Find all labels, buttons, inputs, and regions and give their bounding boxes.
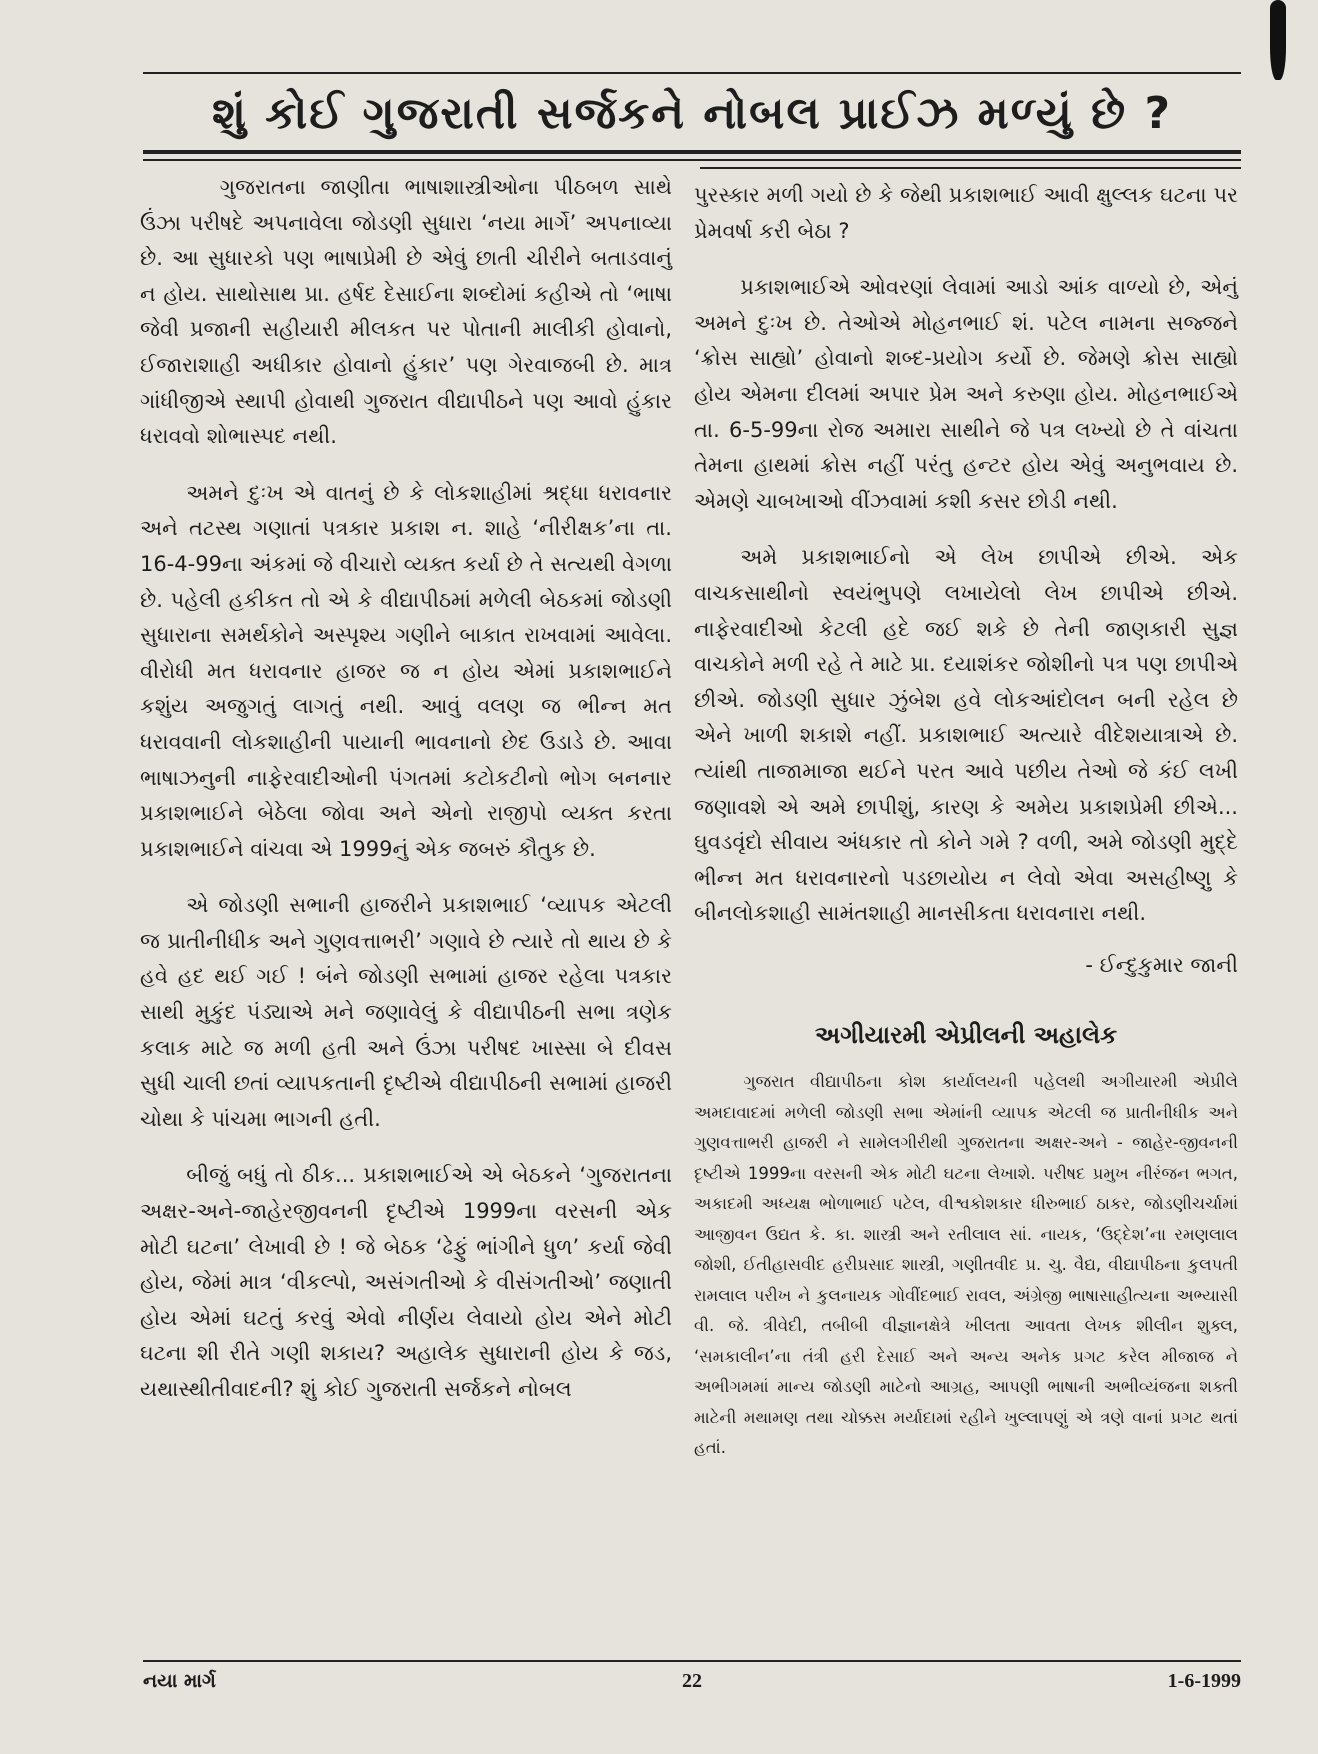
top-rule [143,72,1241,74]
right-paragraph-1: પુરસ્કાર મળી ગયો છે કે જેથી પ્રકાશભાઈ આવી ક્ષુલ્લક ઘટના પર પ્રેમવર્ષા કરી બેઠા ? [694,183,1238,243]
headline: શું કોઈ ગુજરાતી સર્જકને નોબલ પ્રાઈઝ મળ્યું છે ? [212,88,1172,139]
right-column [694,178,1238,1464]
left-paragraph-1: ગુજરાતના જાણીતા ભાષાશાસ્ત્રીઓના પીઠબળ સાથે ઉંઝા પરીષદે અપનાવેલા જોડણી સુધારા ‘નયા માર્ગે’ અપનાવ્યા છે. આ સુધારકો પણ ભાષાપ્રેમી છે એવું છાતી ચીરીને બતાડવાનું ન હોય. સાથોસાથ પ્રા. હર્ષદ દેસાઈના શબ્દોમાં કહીએ તો ‘ભાષા જેવી પ્રજાની સહીયારી મીલકત પર પોતાની માલીકી હોવાનો, ઈજારાશાહી અધીકાર હોવાનો હુંકાર’ પણ ગેરવાજબી છે. માત્ર ગાંધીજીએ સ્થાપી હોવાથી ગુજરાત વીદ્યાપીઠને પણ આવો હુંકાર ધરાવવો શોભાસ્પદ નથી. [140,175,672,449]
left-paragraph-4: બીજું બધું તો ઠીક... પ્રકાશભાઈએ એ બેઠકને ‘ગુજરાતના અક્ષર-અને-જાહેરજીવનની દૃષ્ટીએ 1999ના વરસની એક મોટી ઘટના’ લેખાવી છે ! જે બેઠક ‘ઢેફું ભાંગીને ધુળ’ કર્યા જેવી હોય, જેમાં માત્ર ‘વીકલ્પો, અસંગતીઓ કે વીસંગતીઓ’ જણાતી હોય એમાં ઘટતું કરવું એવો નીર્ણય લેવાયો હોય એને મોટી ઘટના શી રીતે ગણી શકાય? અહાલેક સુધારાની હોય કે જડ, યથાસ્થીતીવાદની? શું કોઈ ગુજરાતી સર્જકને નોબલ [140,1163,672,1401]
issue-date: 1-6-1999 [1167,1670,1241,1692]
author-signature: - ઈન્દુકુમાર જાની [1085,952,1238,977]
binder-mark [1270,0,1286,80]
left-column [140,170,672,1408]
page-number: 22 [682,1670,702,1692]
box-paragraph: ગુજરાત વીદ્યાપીઠના કોશ કાર્યાલયની પહેલથી અગીયારમી એપ્રીલે અમદાવાદમાં મળેલી જોડણી સભા એમાંની વ્યાપક એટલી જ પ્રાતીનીધીક અને ગુણવત્તાભરી હાજરી ને સામેલગીરીથી ગુજરાતના અક્ષર-અને - જાહેર-જીવનની દૃષ્ટીએ 1999ના વરસની એક મોટી ઘટના લેખાશે. પરીષદ પ્રમુખ નીરંજન ભગત, અકાદમી અધ્યક્ષ ભોળાભાઈ પટેલ, વીશ્વકોશકાર ધીરુભાઈ ઠાકર, જોડણીચર્ચામાં આજીવન ઉદ્યત કે. કા. શાસ્ત્રી અને રતીલાલ સાં. નાયક, ‘ઉદ્દેશ’ના રમણલાલ જોશી, ઈતીહાસવીદ હરીપ્રસાદ શાસ્ત્રી, ગણીતવીદ પ્ર. ચુ. વૈદ્ય, વીદ્યાપીઠના કુલપતી રામલાલ પરીખ ને કુલનાયક ગોવીંદભાઈ રાવલ, અંગ્રેજી ભાષાસાહીત્યના અભ્યાસી વી. જે. ત્રીવેદી, તબીબી વીજ્ઞાનક્ષેત્રે ખીલતા આવતા લેખક શીલીન શુક્લ, ‘સમકાલીન’ના તંત્રી હરી દેસાઈ અને અન્ય અનેક પ્રગટ કરેલ મીજાજ ને અભીગમમાં માન્ય જોડણી માટેનો આગ્રહ, આપણી ભાષાની અભીવ્યંજના શક્તી માટેની મથામણ તથા ચોક્કસ મર્યાદામાં રહીને ખુલ્લાપણું એ ત્રણે વાનાં પ્રગટ થતાં હતાં. [694,1072,1238,1458]
headline-rule-thin [143,159,1241,161]
box-title: અગીયારમી એપ્રીલની અહાલેક [814,1021,1118,1050]
right-paragraph-3: અમે પ્રકાશભાઈનો એ લેખ છાપીએ છીએ. એક વાચકસાથીનો સ્વયંભુપણે લખાયેલો લેખ છાપીએ છીએ. નાફેરવાદીઓ કેટલી હદે જઈ શકે છે તેની જાણકારી સુજ્ઞ વાચકોને મળી રહે તે માટે પ્રા. દયાશંકર જોશીનો પત્ર પણ છાપીએ છીએ. જોડણી સુધાર ઝુંબેશ હવે લોકઆંદોલન બની રહેલ છે એને ખાળી શકાશે નહીં. પ્રકાશભાઈ અત્યારે વીદેશયાત્રાએ છે. ત્યાંથી તાજામાજા થઈને પરત આવે પછીય તેઓ જે કંઈ લખી જણાવશે એ અમે છાપીશું, કારણ કે અમેય પ્રકાશપ્રેમી છીએ... ઘુવડવૃંદો સીવાય અંધકાર તો કોને ગમે ? વળી, અમે જોડણી મુદ્દે ભીન્ન મત ધરાવનારનો પડછાયોય ન લેવો એવા અસહીષ્ણુ કે બીનલોકશાહી સામંતશાહી માનસીકતા ધરાવનારા નથી. [694,545,1238,926]
left-paragraph-2: અમને દુઃખ એ વાતનું છે કે લોકશાહીમાં શ્રદ્ધા ધરાવનાર અને તટસ્થ ગણાતાં પત્રકાર પ્રકાશ ન. શાહે ‘નીરીક્ષક’ના તા. 16-4-99ના અંકમાં જે વીચારો વ્યક્ત કર્યા છે તે સત્યથી વેગળા છે. પહેલી હકીકત તો એ કે વીદ્યાપીઠમાં મળેલી બેઠકમાં જોડણી સુધારાના સમર્થકોને અસ્પૃશ્ય ગણીને બાકાત રાખવામાં આવેલા. વીરોધી મત ધરાવનાર હાજર જ ન હોય એમાં પ્રકાશભાઈને કશુંય અજુગતું લાગતું નથી. આવું વલણ જ ભીન્ન મત ધરાવવાની લોકશાહીની પાયાની ભાવનાનો છેદ ઉડાડે છે. આવા ભાષાઝનુની નાફેરવાદીઓની પંગતમાં કટોકટીનો ભોગ બનનાર પ્રકાશભાઈને બેઠેલા જોવા અને એનો રાજીપો વ્યક્ત કરતા પ્રકાશભાઈને વાંચવા એ 1999નું એક જબરું કૌતુક છે. [140,480,672,861]
right-column-rule [700,167,1241,169]
footer-rule [143,1660,1241,1662]
box-article [694,1067,1238,1464]
right-paragraph-2: પ્રકાશભાઈએ ઓવરણાં લેવામાં આડો આંક વાળ્યો છે, એનું અમને દુઃખ છે. તેઓએ મોહનભાઈ શં. પટેલ નામના સજ્જને ‘ક્રોસ સાહ્યો’ હોવાનો શબ્દ-પ્રયોગ કર્યો છે. જેમણે ક્રોસ સાહ્યો હોય એમના દીલમાં અપાર પ્રેમ અને કરુણા હોય. મોહનભાઈએ તા. 6-5-99ના રોજ અમારા સાથીને જે પત્ર લખ્યો છે તે વાંચતા તેમના હાથમાં ક્રોસ નહીં પરંતુ હન્ટર હોય એવું અનુભવાય છે. એમણે ચાબખાઓ વીંઝવામાં કશી કસર છોડી નથી. [694,275,1238,513]
footer-magazine-name: નયા માર્ગ [143,1670,216,1692]
headline-rule-thick [143,150,1241,154]
left-paragraph-3: એ જોડણી સભાની હાજરીને પ્રકાશભાઈ ‘વ્યાપક એટલી જ પ્રાતીનીધીક અને ગુણવત્તાભરી’ ગણાવે છે ત્યારે તો થાય છે કે હવે હદ થઈ ગઈ ! બંને જોડણી સભામાં હાજર રહેલા પત્રકાર સાથી મુકુંદ પંડ્યાએ મને જણાવેલું કે વીદ્યાપીઠની સભા ત્રણેક કલાક માટે જ મળી હતી અને ઉંઝા પરીષદ ખાસ્સા બે દીવસ સુધી ચાલી છતાં વ્યાપકતાની દૃષ્ટીએ વીદ્યાપીઠની સભામાં હાજરી ચોથા કે પાંચમા ભાગની હતી. [140,893,672,1131]
page-footer [143,1670,1241,1704]
